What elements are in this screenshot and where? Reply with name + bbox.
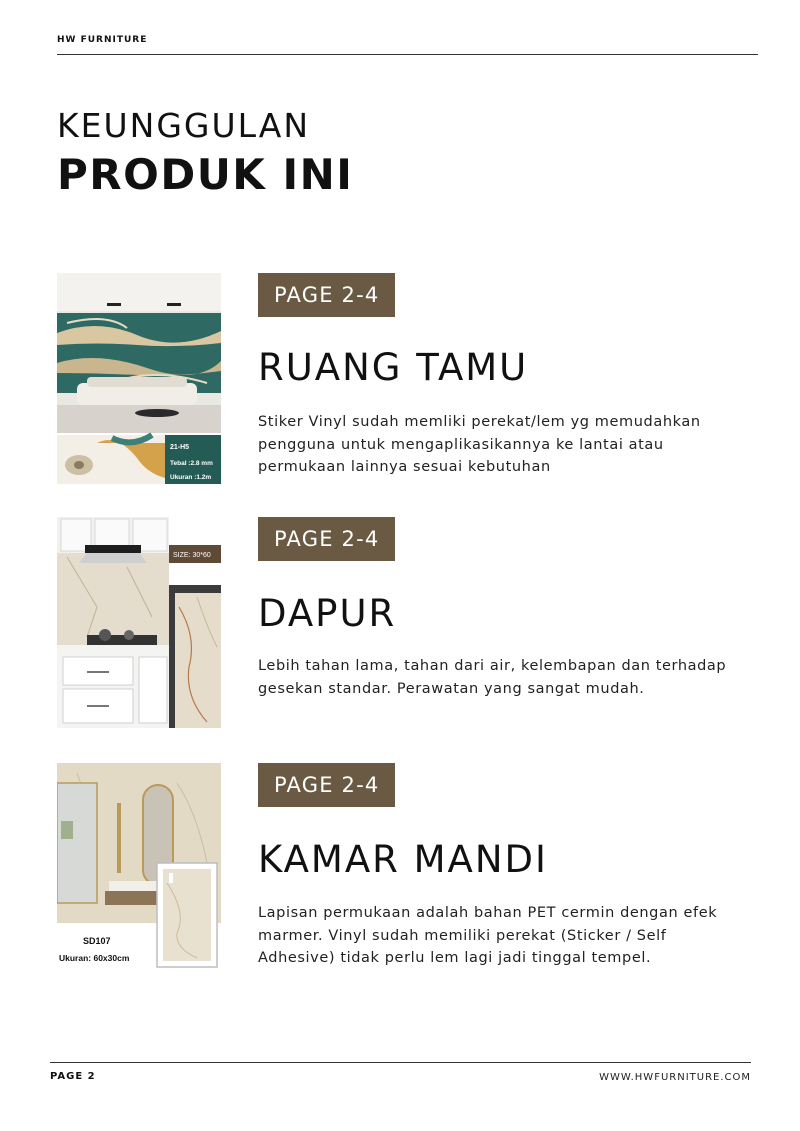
size-label: Ukuran: 60x30cm: [59, 953, 130, 963]
thickness-label: Tebal :2.8 mm: [170, 460, 213, 467]
size-label: SIZE: 30*60: [173, 552, 211, 559]
header-divider: [57, 54, 758, 55]
brand-name: HW FURNITURE: [57, 35, 148, 45]
section-description: Lebih tahan lama, tahan dari air, kelembapan dan terhadap gesekan standar. Perawatan yang sangat mudah.: [258, 658, 727, 697]
section-description: Lapisan permukaan adalah bahan PET cermin dengan efek marmer. Vinyl sudah memiliki perekat (Sticker / Self Adhesive) tidak perlu lem lagi jadi tinggal tempel.: [258, 905, 718, 966]
website-link[interactable]: WWW.HWFURNITURE.COM: [599, 1072, 751, 1083]
page-tag: PAGE 2-4: [258, 273, 395, 317]
page-title-line2: PRODUK INI: [57, 150, 354, 199]
page-title-line1: KEUNGGULAN: [57, 106, 311, 145]
page-tag: PAGE 2-4: [258, 517, 395, 561]
size-label: Ukuran :1.2m: [170, 474, 212, 481]
section-heading: DAPUR: [258, 592, 397, 635]
product-code-label: SD107: [83, 936, 111, 946]
living-room-photo: [57, 273, 221, 484]
page-tag: PAGE 2-4: [258, 763, 395, 807]
section-heading: KAMAR MANDI: [258, 838, 548, 881]
footer-divider: [50, 1062, 751, 1063]
kitchen-photo: [57, 517, 221, 728]
section-heading: RUANG TAMU: [258, 346, 529, 389]
page-number: PAGE 2: [50, 1071, 96, 1082]
product-code-label: 21-H5: [170, 444, 190, 451]
section-description: Stiker Vinyl sudah memliki perekat/lem yg memudahkan pengguna untuk mengaplikasikannya ke lantai atau permukaan lainnya sesuai kebutuhan: [258, 414, 701, 475]
bathroom-photo: [57, 763, 221, 974]
